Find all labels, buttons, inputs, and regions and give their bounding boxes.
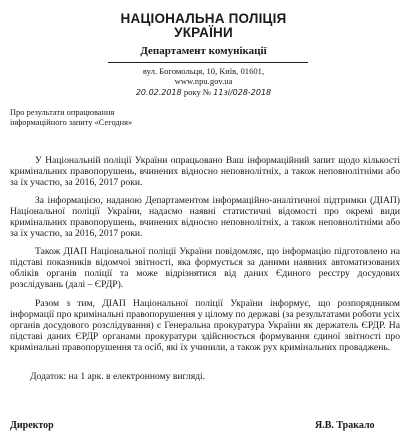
- annex-note: Додаток: на 1 арк. в електронному вигляді.: [30, 371, 206, 382]
- signatory-name: Я.В. Тракало: [315, 420, 375, 431]
- letter-subject: [10, 108, 132, 127]
- signatory-position: Директор: [10, 420, 54, 431]
- registration-year-word: року: [183, 87, 201, 97]
- body-paragraph-3: Також ДІАП Національної поліції України повідомляє, що інформацію підготовлено на підставі показників відомчої звітності, яка формується за даними наявних автоматизованих обліків органів поліції та може відрізнятися від даних Єдиного реєстру досудових розслідувань (далі – ЄРДР).: [10, 246, 400, 290]
- registration-line: [0, 87, 407, 97]
- subject-line2: інформаційного запиту «Сегодня»: [10, 117, 133, 127]
- org-name-line1: НАЦІОНАЛЬНА ПОЛІЦІЯ: [120, 11, 287, 26]
- letterhead-divider: [108, 62, 308, 63]
- department-name: Департамент комунікації: [140, 45, 267, 57]
- letterhead-address: [0, 66, 407, 86]
- address-website: www.npu.gov.ua: [174, 76, 233, 86]
- subject-line1: Про результати опрацювання: [10, 108, 115, 117]
- registration-number-sign: №: [202, 87, 212, 97]
- registration-date: 20.02.2018: [135, 88, 182, 97]
- registration-number: 11зі/028-2018: [213, 88, 272, 97]
- body-paragraph-1: У Національній поліції України опрацьовано Ваш інформаційний запит щодо кількості кримінальних правопорушень, вчинених відносно неповнолітніх, а також неповнолітніми або за їх участю, за 2016, 2017 роки.: [10, 155, 400, 188]
- body-paragraph-4: Разом з тим, ДІАП Національної поліції України інформує, що розпорядником інформації про кримінальні правопорушення у цілому по державі (за результатами роботи усіх органів досудового розслідування) є Генеральна прокуратура України як держатель ЄРДР. На підставі даних ЄРДР органами прокуратури здійснюється формування єдиної звітності про кримінальні правопорушення та осіб, які їх учинили, а також рух кримінальних проваджень.: [10, 298, 400, 353]
- org-name-line2: УКРАЇНИ: [174, 25, 233, 40]
- body-paragraph-2: За інформацією, наданою Департаментом інформаційно-аналітичної підтримки (ДІАП) Національної поліції України, надаємо наявні статистичні відомості про окремі види кримінальних правопорушень, вчинених відносно неповнолітніх, а також неповнолітніми або за їх участю, за 2016, 2017 роки.: [10, 195, 400, 239]
- address-line1: вул. Богомольця, 10, Київ, 01601,: [142, 66, 265, 76]
